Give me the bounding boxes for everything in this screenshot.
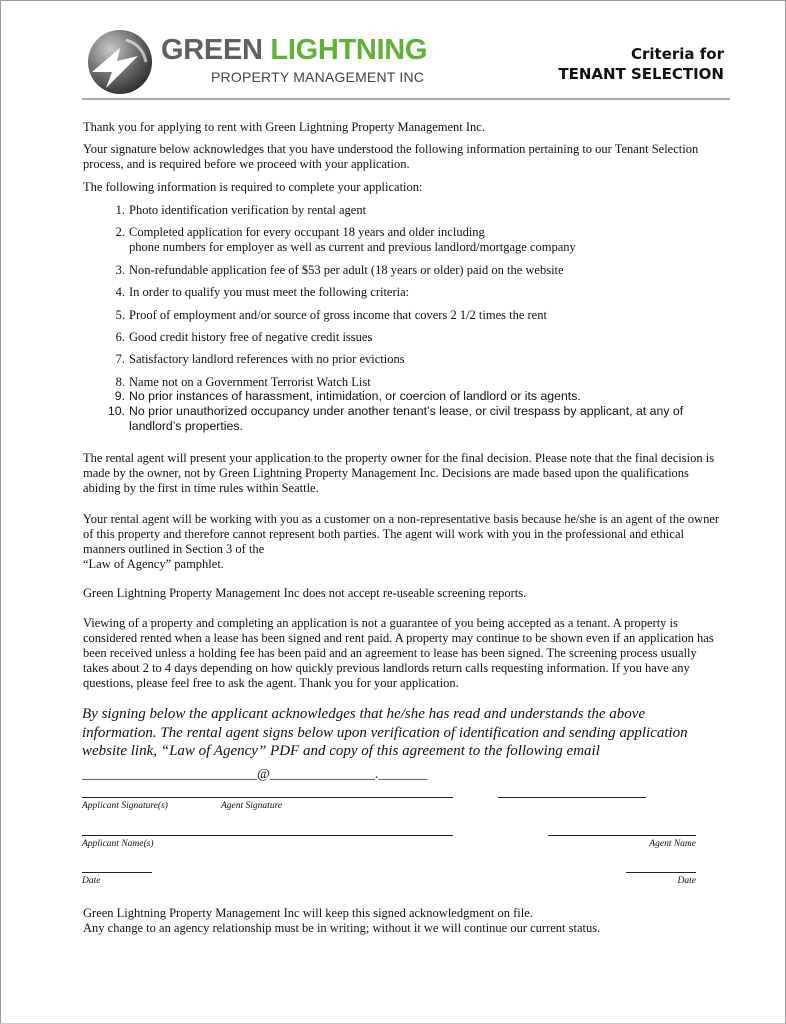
list-item-text (129, 404, 723, 434)
list-item-number: 6. (115, 330, 125, 344)
brand-word-green: GREEN (161, 34, 263, 66)
decision-paragraph: The rental agent will present your application to the property owner for the final decision. Please note that the final decision is made by the owner, not by Green Lightning Property Management Inc. Decisions are made based upon the qualifications abiding by the first in time rules within Seattle. (83, 451, 715, 495)
brand-word-lightning: LIGHTNING (270, 34, 428, 66)
list-item-text: No prior instances of harassment, intimidation, or coercion of landlord or its agents. (129, 389, 581, 403)
intro-acknowledgment: Your signature below acknowledges that you have understood the following information pertaining to our Tenant Selection process, and is required before we proceed with your application. (83, 142, 699, 171)
list-item-line: phone numbers for employer as well as current and previous landlord/mortgage company (129, 240, 576, 254)
list-item-line: Completed application for every occupant 18 years and older including (129, 225, 485, 239)
agent-signature-line[interactable] (498, 797, 646, 798)
header-divider (82, 98, 730, 100)
list-item-number: 8. (115, 375, 125, 389)
list-item-number: 9. (114, 389, 125, 403)
document-title-line2: TENANT SELECTION (558, 65, 724, 83)
agent-signature-label: Agent Signature (221, 801, 283, 811)
acknowledgment-statement: By signing below the applicant acknowledges that he/she has read and understands the above information. The rental agent signs below upon verification of identification and sending application website link, “Law of Agency” PDF and copy of this agreement to the following email (82, 706, 688, 759)
applicant-date-label: Date (82, 876, 101, 886)
list-item-number: 5. (115, 308, 125, 322)
brand-name (161, 35, 427, 65)
applicant-signature-line[interactable] (82, 797, 453, 798)
agency-paragraph-tail: “Law of Agency” pamphlet. (83, 557, 224, 571)
footer-line1: Green Lightning Property Management Inc will keep this signed acknowledgment on file. (83, 906, 533, 920)
footer-line2: Any change to an agency relationship must be in writing; without it we will continue our current status. (83, 921, 601, 935)
list-item-text: Name not on a Government Terrorist Watch List (129, 375, 371, 389)
footer-notice (83, 906, 723, 936)
list-item-number: 2. (115, 225, 125, 239)
applicant-name-label: Applicant Name(s) (82, 839, 154, 849)
list-item-number: 4. (115, 285, 125, 299)
intro-required: The following information is required to complete your application: (83, 180, 423, 194)
agent-date-line[interactable] (626, 872, 696, 873)
list-item-text (129, 225, 723, 255)
agent-name-label: Agent Name (649, 839, 696, 849)
screening-paragraph: Green Lightning Property Management Inc does not accept re-useable screening reports. (83, 586, 527, 600)
document-header (86, 26, 730, 102)
list-item-text: Photo identification verification by rental agent (129, 203, 367, 217)
document-title (558, 44, 724, 84)
list-item-number: 10. (107, 404, 125, 418)
list-item-line: landlord’s properties. (129, 419, 243, 433)
applicant-name-line[interactable] (82, 835, 453, 836)
list-item-text: In order to qualify you must meet the following criteria: (129, 285, 410, 299)
list-item-line: No prior unauthorized occupancy under another tenant’s lease, or civil trespass by applicant, at any of (129, 404, 684, 418)
list-item-number: 3. (115, 263, 125, 277)
list-item-text: Non-refundable application fee of $53 per adult (18 years or older) paid on the website (129, 263, 564, 277)
brand-subtitle: PROPERTY MANAGEMENT INC (211, 69, 425, 85)
list-item-number: 1. (115, 203, 125, 217)
agent-date-label: Date (677, 876, 696, 886)
intro-thanks: Thank you for applying to rent with Green Lightning Property Management Inc. (83, 120, 485, 134)
applicant-signature-label: Applicant Signature(s) (82, 801, 168, 811)
applicant-date-line[interactable] (82, 872, 152, 873)
list-item-number: 7. (115, 352, 125, 366)
list-item-text: Proof of employment and/or source of gross income that covers 2 1/2 times the rent (129, 308, 547, 322)
email-field[interactable]: _________________________@_______________._______ (82, 767, 428, 782)
agency-paragraph-main: Your rental agent will be working with you as a customer on a non-representative basis because he/she is an agent of the owner of this property and therefore cannot represent both parties. The agent will work with you in the professional and ethical manners outlined in Section 3 of the (83, 512, 720, 556)
list-item-text: Good credit history free of negative credit issues (129, 330, 373, 344)
agent-name-line[interactable] (548, 835, 696, 836)
list-item-text: Satisfactory landlord references with no prior evictions (129, 352, 405, 366)
viewing-paragraph: Viewing of a property and completing an application is not a guarantee of you being accepted as a tenant. A property is considered rented when a lease has been signed and rent paid. A property may continue to be shown even if an application has been received unless a holding fee has been paid and an agreement to lease has been signed. The screening process usually takes about 2 to 4 days depending on how quickly previous landlords return calls requesting information. If you have any questions, please feel free to ask the agent. Thank you for your application. (83, 616, 714, 690)
agency-paragraph (83, 512, 723, 572)
document-title-line1: Criteria for (630, 45, 724, 63)
lightning-logo-icon (86, 28, 154, 96)
